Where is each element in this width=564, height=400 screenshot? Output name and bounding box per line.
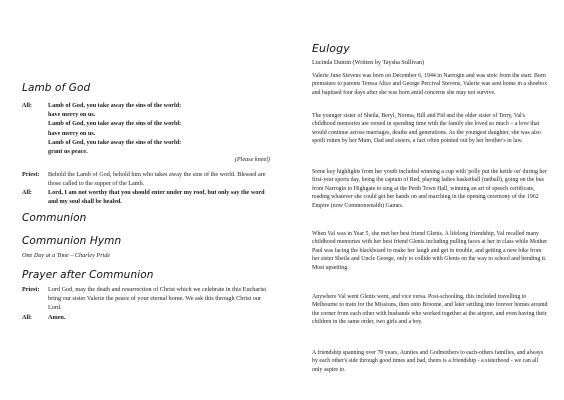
prayer-all-row	[22, 313, 272, 322]
prayer-after-communion-heading: Prayer after Communion	[22, 269, 154, 281]
lamb-line: have mercy on us.	[48, 129, 96, 137]
eulogy-paragraph: The younger sister of Sheila, Beryl, Norma, Bill and Fid and the older sister of Terry, Val's childhood memories are rooted in spending time with the family she loved so much – a love that would continue across marriages, deaths and generations. As the youngest daughter, she was also spoilt rotten by her Mum, Dad and sisters, a fact often pointed out by her brother's in law.	[312, 113, 541, 145]
all-text: Lord, I am not worthy that you should enter under my roof, but only say the word and my soul shall be healed.	[48, 189, 265, 206]
prayer-all-text: Amen.	[48, 314, 66, 321]
lamb-all-block	[22, 101, 272, 156]
priest-text: Behold the Lamb of God, behold him who takes away the sins of the world. Blessed are those called to the supper of the Lamb.	[48, 171, 266, 188]
prayer-priest-label: Priest:	[22, 286, 40, 293]
hymn-subtitle: One Day at a Time – Charley Pride	[22, 252, 111, 259]
lamb-of-god-heading: Lamb of God	[22, 82, 91, 94]
eulogy-paragraph: A friendship spanning over 70 years, Aunties and Godmothers to each-others families, and always by each other's side through good times and bad, theirs is a friendship - a sisterhood - we can all only aspire to.	[312, 350, 544, 373]
lamb-all-label: All:	[22, 102, 32, 109]
prayer-all-label: All:	[22, 314, 32, 321]
communion-hymn-heading: Communion Hymn	[22, 235, 122, 247]
eulogy-paragraph: Valerie June Stevens was born on December 6, 1944 in Narrogin and was stoic from the start. Born premature to parents Teresa Alice and George Percival Stevens, Valerie was sent home in a shoebox and baptised four days after she was born amid concerns she may not survive.	[312, 73, 548, 96]
eulogy-byline: Lucinda Dumin (Written by Taysha Sullivan)	[312, 59, 425, 66]
prayer-priest-row	[22, 285, 272, 313]
priest-row	[22, 170, 272, 188]
eulogy-paragraph: Anywhere Val went Glenis went, and vice versa. Post-schooling, this included travelling to Melbourne to train for the Missions, then onto Broome, and later settling into forever homes around the corner from each other with husbands who worked together at the airport, and even having their children in the same order, two girls and a boy.	[312, 294, 548, 326]
prayer-priest-text: Lord God, may the death and resurrection of Christ which we celebrate in this Eucharist bring our sister Valerie the peace of your eternal home. We ask this through Christ our Lord.	[48, 286, 267, 312]
lamb-line: have mercy on us.	[48, 111, 96, 119]
priest-label: Priest:	[22, 171, 40, 178]
lamb-line: Lamb of God, you take away the sins of the world:	[48, 138, 182, 146]
lamb-line: Lamb of God, you take away the sins of the world:	[48, 102, 182, 109]
eulogy-paragraph: When Val was in Year 5, she met her best friend Glenis. A lifelong friendship, Val recalled many childhood memories with her best friend Glenis including pulling faces at her in class while Mother Paul was facing the blackboard to make her laugh and get in trouble, and getting a new bike from her sister Sheila and Uncle George, only to collide with Glenis on the way to school and bending it. Most upsetting.	[312, 231, 548, 271]
communion-heading: Communion	[22, 212, 87, 224]
lamb-responses	[48, 101, 272, 156]
lamb-line: grant us peace.	[48, 148, 88, 156]
all-label: All:	[22, 189, 32, 196]
all-row	[22, 188, 272, 206]
kneel-note: (Please kneel)	[234, 156, 270, 163]
lamb-line: Lamb of God, you take away the sins of the world:	[48, 120, 182, 128]
eulogy-heading: Eulogy	[312, 42, 350, 55]
eulogy-paragraph: Some key highlights from her youth included winning a cup with 'polly put the kettle on' during her first-year sports day, being the captain of Red, playing ladies basketball (netball), going on the bus from Narrogin to Highgate to sing at the Perth Town Hall, winning an art of speech certificate, reading whatever she could get her hands on and marching in the opening ceremony of the 1962 Empire (now Commonwealth) Games.	[312, 169, 547, 209]
